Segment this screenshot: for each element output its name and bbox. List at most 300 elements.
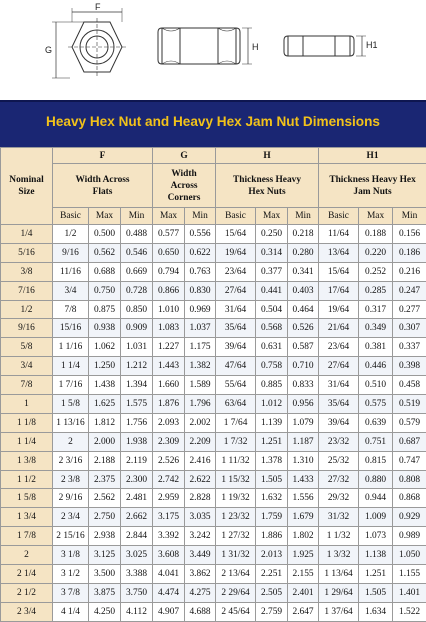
table-cell: 31/32 xyxy=(319,508,359,527)
table-cell: 0.728 xyxy=(121,281,153,300)
table-row xyxy=(1,451,426,470)
sub-header-basic: Basic xyxy=(216,208,256,225)
table-cell: 1 1/4 xyxy=(53,357,89,376)
table-cell: 0.794 xyxy=(153,262,185,281)
sub-header-min: Min xyxy=(393,208,426,225)
table-cell: 0.587 xyxy=(288,338,319,357)
table-cell: 0.747 xyxy=(393,451,426,470)
table-cell: 0.650 xyxy=(153,243,185,262)
table-cell: 2.000 xyxy=(89,432,121,451)
table-cell: 1.251 xyxy=(256,432,288,451)
table-cell: 3 1/8 xyxy=(53,546,89,565)
table-cell: 31/64 xyxy=(216,300,256,319)
table-cell: 1.083 xyxy=(153,319,185,338)
table-cell: 0.188 xyxy=(359,225,393,244)
table-cell: 0.868 xyxy=(393,489,426,508)
table-cell: 0.687 xyxy=(393,432,426,451)
table-cell: 3.875 xyxy=(89,583,121,602)
table-cell: 0.504 xyxy=(256,300,288,319)
nut-drawings xyxy=(0,0,426,98)
header-letter-h1: H1 xyxy=(319,148,426,164)
table-cell: 0.216 xyxy=(393,262,426,281)
table-cell: 0.341 xyxy=(288,262,319,281)
table-cell: 2.750 xyxy=(89,508,121,527)
table-cell: 0.252 xyxy=(359,262,393,281)
table-cell: 2.209 xyxy=(185,432,216,451)
table-row xyxy=(1,281,426,300)
table-cell: 1.394 xyxy=(121,376,153,395)
table-cell: 1.139 xyxy=(256,413,288,432)
nominal-size-cell: 1 5/8 xyxy=(1,489,53,508)
table-row xyxy=(1,527,426,546)
nominal-size-cell: 1 7/8 xyxy=(1,527,53,546)
table-cell: 0.833 xyxy=(288,376,319,395)
table-cell: 0.337 xyxy=(393,338,426,357)
table-cell: 1.187 xyxy=(288,432,319,451)
table-cell: 0.938 xyxy=(89,319,121,338)
dimension-label-g: G xyxy=(45,45,52,55)
table-cell: 1.660 xyxy=(153,376,185,395)
table-cell: 2.742 xyxy=(153,470,185,489)
table-cell: 1.925 xyxy=(288,546,319,565)
table-cell: 2.155 xyxy=(288,565,319,584)
nominal-size-cell: 1 xyxy=(1,395,53,414)
table-cell: 23/64 xyxy=(216,262,256,281)
nominal-size-cell: 1 3/4 xyxy=(1,508,53,527)
table-cell: 11/64 xyxy=(319,225,359,244)
table-cell: 1 37/64 xyxy=(319,602,359,621)
table-cell: 2 3/16 xyxy=(53,451,89,470)
table-cell: 1 11/32 xyxy=(216,451,256,470)
header-width-across-flats: Width Across Flats xyxy=(53,164,153,208)
table-row xyxy=(1,319,426,338)
table-cell: 0.186 xyxy=(393,243,426,262)
table-cell: 3.125 xyxy=(89,546,121,565)
sub-header-max: Max xyxy=(153,208,185,225)
table-row xyxy=(1,376,426,395)
table-cell: 3.750 xyxy=(121,583,153,602)
table-cell: 2 3/8 xyxy=(53,470,89,489)
table-cell: 0.956 xyxy=(288,395,319,414)
table-cell: 3.242 xyxy=(185,527,216,546)
table-cell: 0.250 xyxy=(256,225,288,244)
table-cell: 11/16 xyxy=(53,262,89,281)
table-cell: 0.277 xyxy=(393,300,426,319)
nominal-size-cell: 2 1/4 xyxy=(1,565,53,584)
table-cell: 4 1/4 xyxy=(53,602,89,621)
table-cell: 2.002 xyxy=(185,413,216,432)
table-cell: 1.050 xyxy=(393,546,426,565)
page-title: Heavy Hex Nut and Heavy Hex Jam Nut Dimensions xyxy=(0,114,426,129)
table-cell: 3.500 xyxy=(89,565,121,584)
table-cell: 0.850 xyxy=(121,300,153,319)
table-row xyxy=(1,413,426,432)
nominal-size-cell: 1/2 xyxy=(1,300,53,319)
table-cell: 0.944 xyxy=(359,489,393,508)
table-cell: 2.013 xyxy=(256,546,288,565)
table-cell: 1.589 xyxy=(185,376,216,395)
table-row xyxy=(1,602,426,621)
table-cell: 1.212 xyxy=(121,357,153,376)
table-cell: 2.505 xyxy=(256,583,288,602)
table-cell: 0.285 xyxy=(359,281,393,300)
header-letter-row xyxy=(1,148,426,164)
table-cell: 4.275 xyxy=(185,583,216,602)
nominal-size-cell: 1 1/2 xyxy=(1,470,53,489)
sub-header-min: Min xyxy=(185,208,216,225)
table-cell: 1 7/32 xyxy=(216,432,256,451)
table-cell: 1.310 xyxy=(288,451,319,470)
table-cell: 1.938 xyxy=(121,432,153,451)
table-body xyxy=(1,225,426,622)
dimension-label-h1: H1 xyxy=(366,40,378,50)
table-cell: 2.119 xyxy=(121,451,153,470)
nominal-size-cell: 1/4 xyxy=(1,225,53,244)
table-cell: 3.035 xyxy=(185,508,216,527)
sub-header-max: Max xyxy=(89,208,121,225)
table-cell: 2.093 xyxy=(153,413,185,432)
table-cell: 1/2 xyxy=(53,225,89,244)
table-cell: 1.505 xyxy=(359,583,393,602)
table-cell: 2.481 xyxy=(121,489,153,508)
table-row xyxy=(1,262,426,281)
table-cell: 1.062 xyxy=(89,338,121,357)
table-cell: 2.309 xyxy=(153,432,185,451)
hex-front-view-icon xyxy=(52,8,126,80)
table-cell: 0.446 xyxy=(359,357,393,376)
table-cell: 2.562 xyxy=(89,489,121,508)
title-banner xyxy=(0,100,426,147)
table-cell: 1 13/64 xyxy=(319,565,359,584)
table-cell: 0.710 xyxy=(288,357,319,376)
table-cell: 2.375 xyxy=(89,470,121,489)
table-cell: 1.073 xyxy=(359,527,393,546)
nominal-size-cell: 7/8 xyxy=(1,376,53,395)
table-cell: 3.608 xyxy=(153,546,185,565)
table-cell: 0.556 xyxy=(185,225,216,244)
table-row xyxy=(1,395,426,414)
table-cell: 3.449 xyxy=(185,546,216,565)
table-cell: 1.812 xyxy=(89,413,121,432)
table-cell: 1 1/16 xyxy=(53,338,89,357)
sub-header-max: Max xyxy=(256,208,288,225)
table-cell: 2.844 xyxy=(121,527,153,546)
nominal-size-cell: 1 3/8 xyxy=(1,451,53,470)
table-cell: 1.227 xyxy=(153,338,185,357)
table-cell: 1 27/32 xyxy=(216,527,256,546)
table-cell: 0.247 xyxy=(393,281,426,300)
table-cell: 2.662 xyxy=(121,508,153,527)
table-cell: 4.474 xyxy=(153,583,185,602)
table-cell: 1.012 xyxy=(256,395,288,414)
table-cell: 2.828 xyxy=(185,489,216,508)
header-width-across-corners: Width Across Corners xyxy=(153,164,216,208)
table-cell: 1.886 xyxy=(256,527,288,546)
table-cell: 2 xyxy=(53,432,89,451)
nominal-size-cell: 1 1/8 xyxy=(1,413,53,432)
table-cell: 1.031 xyxy=(121,338,153,357)
table-cell: 0.763 xyxy=(185,262,216,281)
table-row xyxy=(1,243,426,262)
table-cell: 1.138 xyxy=(359,546,393,565)
table-cell: 2.300 xyxy=(121,470,153,489)
table-row xyxy=(1,508,426,527)
table-cell: 1.759 xyxy=(256,508,288,527)
table-cell: 0.830 xyxy=(185,281,216,300)
table-cell: 63/64 xyxy=(216,395,256,414)
table-cell: 1 19/32 xyxy=(216,489,256,508)
table-cell: 1.556 xyxy=(288,489,319,508)
header-thickness-jam: Thickness Heavy Hex Jam Nuts xyxy=(319,164,426,208)
table-cell: 0.526 xyxy=(288,319,319,338)
table-cell: 2.526 xyxy=(153,451,185,470)
table-cell: 1.037 xyxy=(185,319,216,338)
table-cell: 0.307 xyxy=(393,319,426,338)
nominal-size-cell: 2 3/4 xyxy=(1,602,53,621)
table-cell: 1 1/32 xyxy=(319,527,359,546)
table-row xyxy=(1,489,426,508)
table-row xyxy=(1,225,426,244)
table-cell: 2.416 xyxy=(185,451,216,470)
table-cell: 0.458 xyxy=(393,376,426,395)
table-cell: 9/16 xyxy=(53,243,89,262)
table-row xyxy=(1,546,426,565)
table-cell: 0.808 xyxy=(393,470,426,489)
table-row xyxy=(1,357,426,376)
table-cell: 0.989 xyxy=(393,527,426,546)
table-cell: 0.314 xyxy=(256,243,288,262)
table-row xyxy=(1,583,426,602)
table-cell: 0.220 xyxy=(359,243,393,262)
sub-header-min: Min xyxy=(121,208,153,225)
table-cell: 1.625 xyxy=(89,395,121,414)
table-cell: 2.401 xyxy=(288,583,319,602)
nominal-size-cell: 7/16 xyxy=(1,281,53,300)
sub-header-basic: Basic xyxy=(319,208,359,225)
table-cell: 4.907 xyxy=(153,602,185,621)
table-cell: 0.218 xyxy=(288,225,319,244)
table-cell: 0.519 xyxy=(393,395,426,414)
table-cell: 39/64 xyxy=(216,338,256,357)
table-cell: 1.155 xyxy=(393,565,426,584)
table-cell: 31/64 xyxy=(319,376,359,395)
table-cell: 2 13/64 xyxy=(216,565,256,584)
table-cell: 3.862 xyxy=(185,565,216,584)
table-cell: 1 23/32 xyxy=(216,508,256,527)
table-cell: 15/64 xyxy=(319,262,359,281)
table-cell: 47/64 xyxy=(216,357,256,376)
table-row xyxy=(1,338,426,357)
table-cell: 0.577 xyxy=(153,225,185,244)
table-cell: 15/64 xyxy=(216,225,256,244)
table-cell: 0.546 xyxy=(121,243,153,262)
table-cell: 0.579 xyxy=(393,413,426,432)
table-cell: 17/64 xyxy=(319,281,359,300)
table-cell: 1.438 xyxy=(89,376,121,395)
sub-header-max: Max xyxy=(359,208,393,225)
table-cell: 4.112 xyxy=(121,602,153,621)
sub-header-min: Min xyxy=(288,208,319,225)
nominal-size-cell: 3/8 xyxy=(1,262,53,281)
table-cell: 0.464 xyxy=(288,300,319,319)
table-cell: 1 15/32 xyxy=(216,470,256,489)
table-cell: 0.751 xyxy=(359,432,393,451)
table-cell: 35/64 xyxy=(319,395,359,414)
header-thickness-heavy-hex: Thickness Heavy Hex Nuts xyxy=(216,164,319,208)
table-cell: 1.505 xyxy=(256,470,288,489)
table-cell: 25/32 xyxy=(319,451,359,470)
table-cell: 55/64 xyxy=(216,376,256,395)
table-cell: 19/64 xyxy=(216,243,256,262)
dimension-label-f: F xyxy=(95,2,101,12)
nominal-size-cell: 3/4 xyxy=(1,357,53,376)
table-cell: 0.750 xyxy=(89,281,121,300)
table-cell: 29/32 xyxy=(319,489,359,508)
table-cell: 1.433 xyxy=(288,470,319,489)
jam-nut-side-view-icon xyxy=(284,36,366,56)
table-cell: 1.378 xyxy=(256,451,288,470)
table-cell: 21/64 xyxy=(319,319,359,338)
dimensions-table xyxy=(0,147,426,622)
table-cell: 23/64 xyxy=(319,338,359,357)
table-cell: 0.398 xyxy=(393,357,426,376)
table-cell: 1.250 xyxy=(89,357,121,376)
table-cell: 1 7/16 xyxy=(53,376,89,395)
table-cell: 2.622 xyxy=(185,470,216,489)
table-row xyxy=(1,470,426,489)
table-cell: 1.796 xyxy=(185,395,216,414)
table-cell: 1.079 xyxy=(288,413,319,432)
table-cell: 1.876 xyxy=(153,395,185,414)
table-cell: 1 5/8 xyxy=(53,395,89,414)
table-cell: 0.758 xyxy=(256,357,288,376)
table-cell: 0.885 xyxy=(256,376,288,395)
table-cell: 1.443 xyxy=(153,357,185,376)
table-cell: 0.631 xyxy=(256,338,288,357)
table-cell: 15/16 xyxy=(53,319,89,338)
table-cell: 0.568 xyxy=(256,319,288,338)
header-sub-row xyxy=(1,208,426,225)
nominal-size-header: Nominal Size xyxy=(1,148,53,225)
table-cell: 2 15/16 xyxy=(53,527,89,546)
hex-side-view-icon xyxy=(158,28,252,64)
nominal-size-cell: 1 1/4 xyxy=(1,432,53,451)
table-cell: 2.759 xyxy=(256,602,288,621)
header-letter-h: H xyxy=(216,148,319,164)
table-cell: 1 13/16 xyxy=(53,413,89,432)
table-cell: 2 45/64 xyxy=(216,602,256,621)
table-cell: 0.349 xyxy=(359,319,393,338)
table-cell: 1.251 xyxy=(359,565,393,584)
table-cell: 1.382 xyxy=(185,357,216,376)
nominal-size-cell: 2 1/2 xyxy=(1,583,53,602)
table-cell: 1.010 xyxy=(153,300,185,319)
table-cell: 1.679 xyxy=(288,508,319,527)
table-cell: 0.688 xyxy=(89,262,121,281)
table-cell: 1.522 xyxy=(393,602,426,621)
table-cell: 1 7/64 xyxy=(216,413,256,432)
table-cell: 2.959 xyxy=(153,489,185,508)
table-row xyxy=(1,300,426,319)
nominal-size-cell: 2 xyxy=(1,546,53,565)
table-cell: 23/32 xyxy=(319,432,359,451)
table-cell: 39/64 xyxy=(319,413,359,432)
table-cell: 7/8 xyxy=(53,300,89,319)
table-cell: 2.251 xyxy=(256,565,288,584)
sub-header-basic: Basic xyxy=(53,208,89,225)
nominal-size-cell: 5/8 xyxy=(1,338,53,357)
nominal-size-cell: 9/16 xyxy=(1,319,53,338)
nominal-size-cell: 5/16 xyxy=(1,243,53,262)
table-cell: 4.250 xyxy=(89,602,121,621)
table-cell: 0.639 xyxy=(359,413,393,432)
table-cell: 2.647 xyxy=(288,602,319,621)
table-cell: 1.175 xyxy=(185,338,216,357)
table-cell: 2 29/64 xyxy=(216,583,256,602)
header-letter-f: F xyxy=(53,148,153,164)
table-cell: 0.381 xyxy=(359,338,393,357)
table-cell: 0.669 xyxy=(121,262,153,281)
table-cell: 0.866 xyxy=(153,281,185,300)
table-row xyxy=(1,432,426,451)
table-cell: 2 3/4 xyxy=(53,508,89,527)
table-cell: 0.441 xyxy=(256,281,288,300)
table-cell: 1.634 xyxy=(359,602,393,621)
table-cell: 0.510 xyxy=(359,376,393,395)
table-cell: 3.388 xyxy=(121,565,153,584)
header-letter-g: G xyxy=(153,148,216,164)
table-cell: 1.756 xyxy=(121,413,153,432)
table-row xyxy=(1,565,426,584)
table-cell: 27/64 xyxy=(319,357,359,376)
table-cell: 2.938 xyxy=(89,527,121,546)
table-cell: 1.009 xyxy=(359,508,393,527)
table-cell: 3.392 xyxy=(153,527,185,546)
table-cell: 0.280 xyxy=(288,243,319,262)
table-cell: 0.562 xyxy=(89,243,121,262)
table-cell: 0.575 xyxy=(359,395,393,414)
dimension-label-h: H xyxy=(252,42,259,52)
table-cell: 0.909 xyxy=(121,319,153,338)
table-cell: 0.500 xyxy=(89,225,121,244)
table-cell: 3.175 xyxy=(153,508,185,527)
table-cell: 0.875 xyxy=(89,300,121,319)
table-cell: 0.488 xyxy=(121,225,153,244)
table-cell: 4.041 xyxy=(153,565,185,584)
table-cell: 3/4 xyxy=(53,281,89,300)
table-cell: 0.317 xyxy=(359,300,393,319)
table-cell: 0.403 xyxy=(288,281,319,300)
table-cell: 0.880 xyxy=(359,470,393,489)
table-cell: 1 3/32 xyxy=(319,546,359,565)
table-cell: 1.802 xyxy=(288,527,319,546)
table-cell: 4.688 xyxy=(185,602,216,621)
table-cell: 0.377 xyxy=(256,262,288,281)
table-cell: 13/64 xyxy=(319,243,359,262)
table-cell: 0.622 xyxy=(185,243,216,262)
table-cell: 0.969 xyxy=(185,300,216,319)
table-cell: 2 9/16 xyxy=(53,489,89,508)
table-cell: 35/64 xyxy=(216,319,256,338)
table-cell: 3 7/8 xyxy=(53,583,89,602)
table-cell: 1 31/32 xyxy=(216,546,256,565)
table-cell: 1.632 xyxy=(256,489,288,508)
table-cell: 1 29/64 xyxy=(319,583,359,602)
table-cell: 27/32 xyxy=(319,470,359,489)
table-cell: 0.815 xyxy=(359,451,393,470)
table-cell: 0.156 xyxy=(393,225,426,244)
hex-nut-diagrams xyxy=(0,0,426,98)
